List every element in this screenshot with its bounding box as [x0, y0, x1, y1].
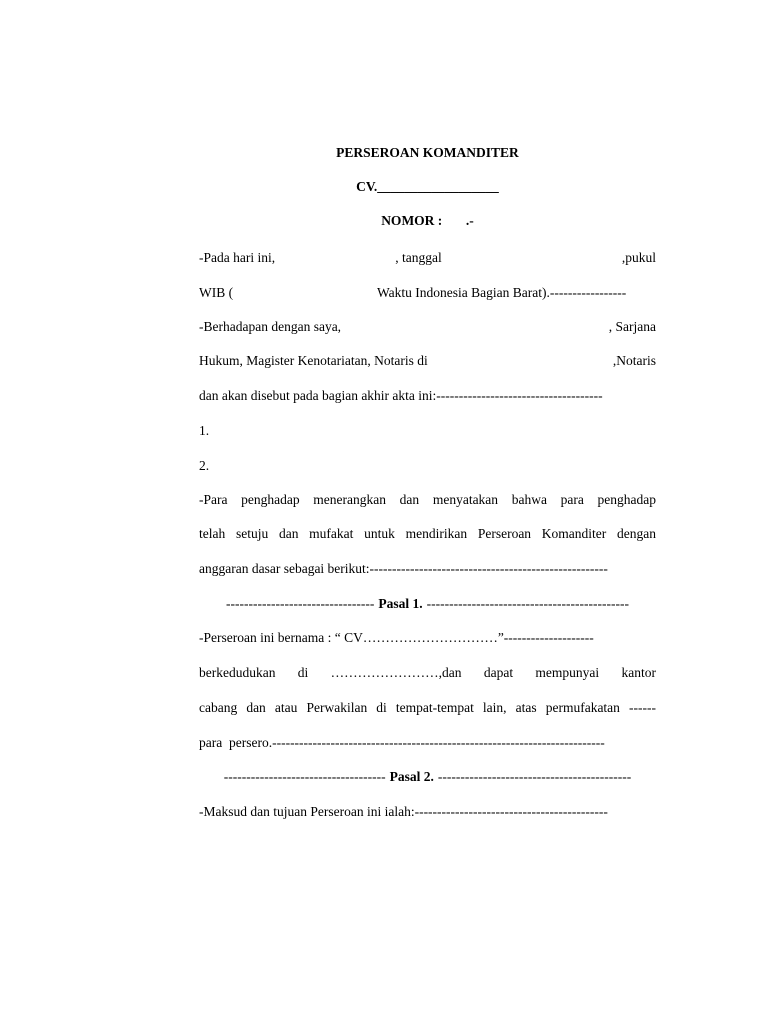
timezone-text: Waktu Indonesia Bagian Barat).----------------- — [377, 285, 627, 300]
document-title: PERSEROAN KOMANDITER — [336, 145, 519, 160]
pasal-1-line-3: cabang dan atau Perwakilan di tempat-tempat lain, atas permufakatan ------ — [199, 700, 656, 715]
pasal-1-dashes-left: --------------------------------- — [226, 596, 375, 611]
pasal-2-line-1: -Maksud dan tujuan Perseroan ini ialah:------------------------------------------- — [199, 804, 608, 819]
pasal-2-label: Pasal 2. — [389, 769, 434, 784]
agreement-paragraph-line-2: telah setuju dan mufakat untuk mendirikan Perseroan Komanditer dengan — [199, 526, 656, 541]
pasal-1-dashes-right: --------------------------------------------- — [426, 596, 629, 611]
pasal-2-heading — [199, 768, 656, 786]
wib-label: WIB ( — [199, 285, 234, 300]
notary-suffix-text: ,Notaris — [612, 353, 656, 368]
appearance-line — [199, 318, 656, 336]
pasal-1-label: Pasal 1. — [378, 596, 423, 611]
pasal-1-line-2: berkedudukan di ……………………,dan dapat mempunyai kantor — [199, 665, 656, 680]
party-item-2: 2. — [199, 458, 210, 473]
agreement-paragraph-line-3: anggaran dasar sebagai berikut:----------------------------------------------------- — [199, 561, 608, 576]
day-label: -Pada hari ini, — [199, 250, 276, 265]
date-label: , tanggal — [395, 250, 442, 265]
pasal-1-line-4: para persero.-------------------------------------------------------------------------- — [199, 735, 605, 750]
nomor-line: NOMOR : .- — [381, 213, 474, 228]
pasal-2-dashes-left: ------------------------------------ — [223, 769, 386, 784]
document-page — [199, 0, 656, 1024]
appearance-text: -Berhadapan dengan saya, — [199, 319, 342, 334]
day-date-line — [199, 249, 656, 267]
mention-line: dan akan disebut pada bagian akhir akta ini:------------------------------------- — [199, 388, 603, 403]
degree-text: , Sarjana — [608, 319, 656, 334]
time-label: ,pukul — [621, 250, 656, 265]
timezone-line — [199, 284, 656, 302]
pasal-2-dashes-right: ------------------------------------------- — [437, 769, 632, 784]
cv-name-line: CV.__________________ — [356, 179, 499, 194]
agreement-paragraph-line-1: -Para penghadap menerangkan dan menyatakan bahwa para penghadap — [199, 492, 656, 507]
pasal-1-heading — [199, 595, 656, 613]
pasal-1-line-1: -Perseroan ini bernama : “ CV…………………………”-------------------- — [199, 630, 594, 645]
notary-line — [199, 352, 656, 370]
party-item-1: 1. — [199, 423, 210, 438]
notary-title-text: Hukum, Magister Kenotariatan, Notaris di — [199, 353, 428, 368]
